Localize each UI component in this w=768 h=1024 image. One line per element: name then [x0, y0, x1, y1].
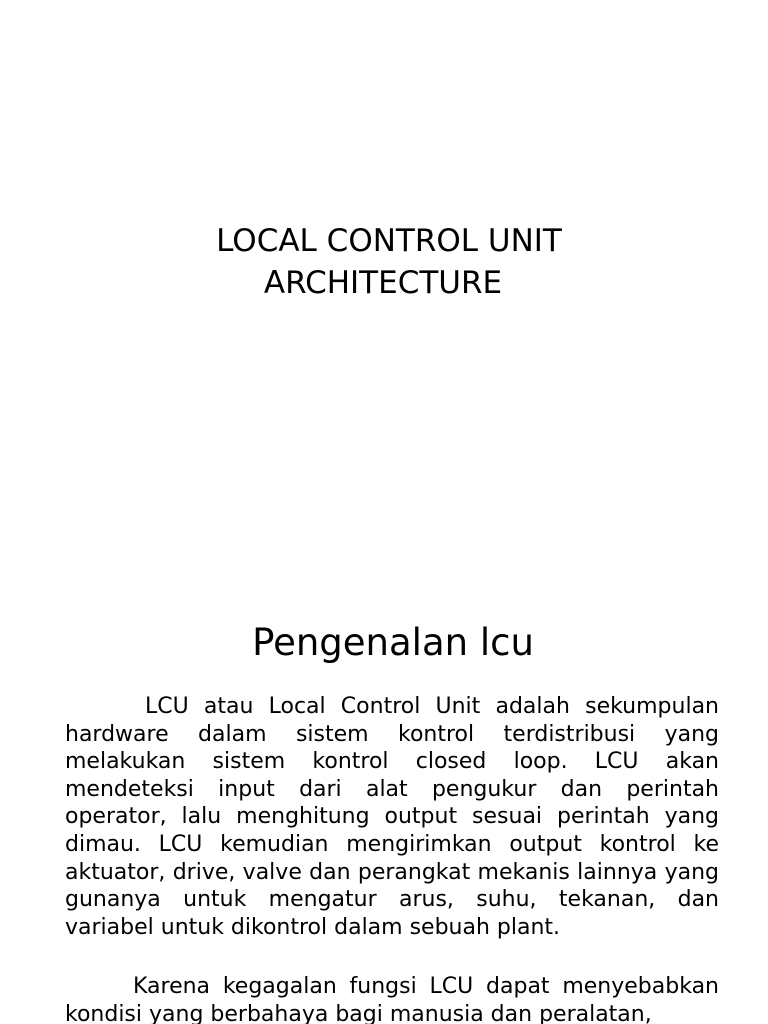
section-heading: Pengenalan lcu	[252, 621, 534, 664]
paragraph-intro: LCU atau Local Control Unit adalah sekumpulan hardware dalam sistem kontrol terdistribusi yang melakukan sistem kontrol closed loop. LCU akan mendeteksi input dari alat pengukur dan perintah operator, lalu menghitung output sesuai perintah yang dimau. LCU kemudian mengirimkan output kontrol ke aktuator, drive, valve dan perangkat mekanis lainnya yang gunanya untuk mengatur arus, suhu, tekanan, dan variabel untuk dikontrol dalam sebuah plant.	[65, 694, 719, 940]
document-title	[0, 220, 768, 304]
paragraph-failure: Karena kegagalan fungsi LCU dapat menyebabkan kondisi yang berbahaya bagi manusia dan peralatan,	[65, 974, 719, 1024]
title-line-2: ARCHITECTURE	[263, 265, 503, 301]
title-line-1: LOCAL CONTROL UNIT	[216, 223, 562, 259]
